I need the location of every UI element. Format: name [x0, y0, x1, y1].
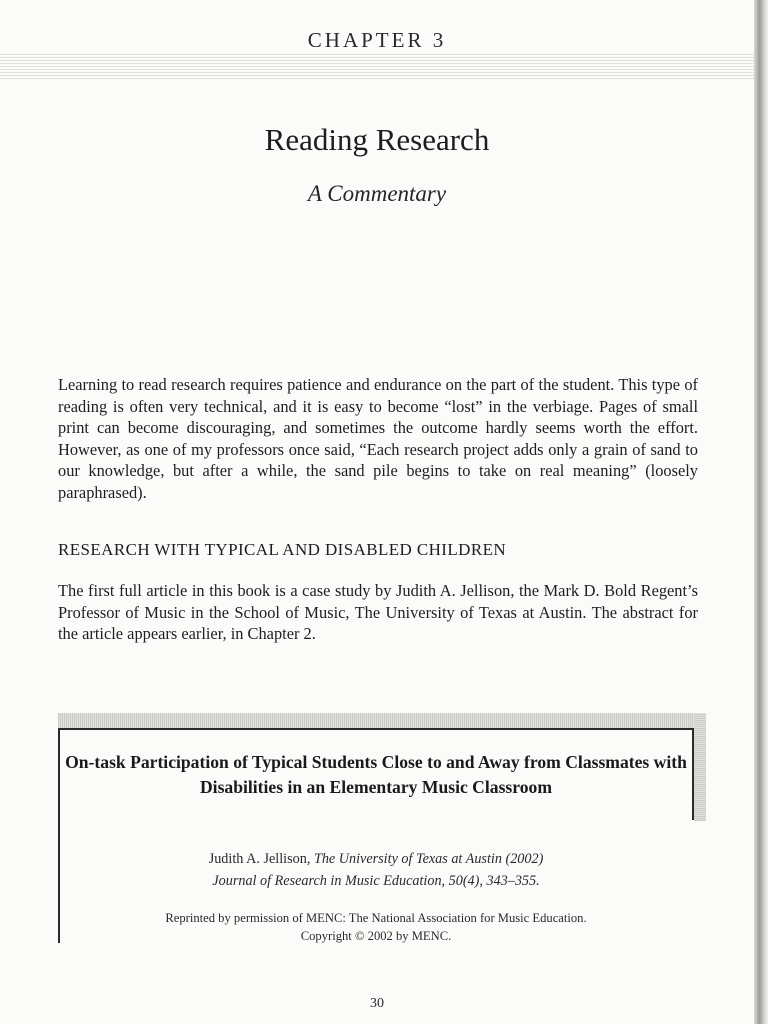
- reprint-line-1: Reprinted by permission of MENC: The National Association for Music Education.: [165, 911, 587, 925]
- section-heading: RESEARCH WITH TYPICAL AND DISABLED CHILDREN: [58, 540, 507, 559]
- citation-author: Judith A. Jellison,: [208, 851, 311, 867]
- article-box-shadow-top: [58, 713, 706, 729]
- page-subtitle: A Commentary: [307, 181, 447, 206]
- article-title: On-task Participation of Typical Students Close to and Away from Classmates with Disabilities in an Elementary Music Classroom: [65, 752, 687, 797]
- citation-journal-line: [60, 870, 692, 892]
- article-box-border-top: [58, 728, 694, 730]
- reprint-notice: [60, 909, 692, 945]
- citation-journal: Journal of Research in Music Education, 50(4), 343–355.: [212, 873, 540, 889]
- reprint-line-2: Copyright © 2002 by MENC.: [300, 929, 452, 943]
- header-rule-band: [0, 54, 754, 80]
- section-paragraph: The first full article in this book is a case study by Judith A. Jellison, the Mark D. Bold Regent’s Professor of Music in the School of Music, The University of Texas at Austin. The abstract for the article appears earlier, in Chapter 2.: [58, 581, 698, 644]
- citation-author-line: [60, 848, 692, 870]
- article-box-border-right: [692, 728, 694, 820]
- citation-affiliation: The University of Texas at Austin (2002): [313, 851, 544, 867]
- page-edge-shadow: [754, 0, 768, 1024]
- article-citation: [60, 848, 692, 892]
- intro-paragraph: Learning to read research requires patience and endurance on the part of the student. This type of reading is often very technical, and it is easy to become “lost” in the verbiage. Pages of small print can become discouraging, and sometimes the outcome hardly seems worth the effort. However, as one of my professors once said, “Each research project adds only a grain of sand to our knowledge, but after a while, the sand pile begins to take on real meaning” (loosely paraphrased).: [58, 375, 698, 502]
- page-number: 30: [370, 996, 384, 1011]
- article-box-shadow-right: [694, 713, 706, 821]
- page-title: Reading Research: [264, 122, 490, 157]
- chapter-label: CHAPTER 3: [307, 28, 447, 52]
